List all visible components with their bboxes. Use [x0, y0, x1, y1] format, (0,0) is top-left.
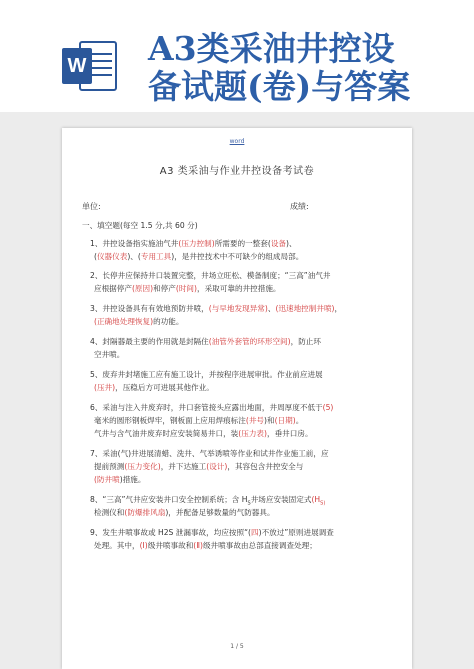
q9-text: 其中，: [116, 541, 140, 550]
question-3-line-2: [94, 317, 183, 327]
q6-text: 毫米的圆形钢板焊牢，钢板面上应用焊痕标注: [94, 416, 246, 425]
q1-answer-1: (压力控制): [178, 239, 215, 248]
q2-answer-2: (时间): [175, 284, 197, 293]
q8-text: 8、“三高”气井应安装井口安全控制系统；含 H: [90, 495, 248, 504]
q4-text: 4、封隔器最主要的作用就是封隔住: [90, 337, 209, 346]
document-page: [62, 128, 412, 669]
q1-answer-4: 专用工具: [140, 252, 172, 261]
question-4-line-2: 空井喷。: [94, 350, 125, 359]
q6-answer-4: (压力表): [238, 429, 267, 438]
q3-answer-2: (迅速地控制井喷): [275, 304, 335, 313]
q6-text: ，垂井口房。: [267, 429, 313, 438]
q9-text: 处理。: [94, 541, 117, 550]
doc-title: A3 类采油与作业井控设备考试卷: [159, 166, 315, 177]
svg-text:W: W: [67, 55, 87, 77]
q9-answer-3: (Ⅱ): [193, 541, 203, 550]
q6-text: 气井与含气油井废弃时应安装简易井口，装: [94, 429, 239, 438]
page-number: 1 / 5: [230, 643, 244, 650]
q7-text: ，并下达施工: [160, 462, 207, 471]
section-1-heading: 一、填空题(每空 1.5 分,共 60 分): [82, 221, 198, 230]
word-icon: [62, 40, 118, 92]
q9-text: “(: [244, 528, 252, 537]
q9-answer-1: 四: [251, 528, 259, 537]
banner: [0, 0, 474, 108]
banner-title-line2: 备试题(卷)与答案: [148, 67, 411, 106]
q1-answer-2: 设备: [270, 239, 286, 248]
question-3-line-1: [90, 304, 342, 314]
doc-header[interactable]: word: [229, 138, 245, 145]
q7-text: )措施。: [119, 475, 146, 484]
q9-text: 级井喷事故和: [147, 541, 194, 550]
q5-answer-1: (压井): [94, 383, 116, 392]
q8-subscript: S: [247, 500, 251, 507]
question-2-line-2: [94, 284, 281, 294]
q8-answer-subscript: S): [320, 500, 326, 507]
q6-answer-2: (井号: [245, 416, 265, 425]
q1-text: (: [94, 252, 97, 261]
question-5-line-1: 5、废弃井封堵施工应有施工设计，并按程序进展审批。作业前应进展: [90, 370, 323, 379]
q6-text: 6、采油与注入井废弃时，井口套管接头应露出地面，井周厚度不低于: [90, 403, 323, 412]
q1-answer-3: 仪器仪表: [96, 252, 128, 261]
question-1-line-2: [94, 252, 303, 262]
q4-text: ，防止环: [290, 337, 321, 346]
q8-answer-1: (H: [311, 495, 321, 504]
score-label: 成绩:: [290, 202, 309, 211]
question-9-line-1: [90, 528, 334, 538]
q2-answer-1: (原因): [131, 284, 154, 293]
q3-text: 3、井控设备具有有效地预防井喷，: [90, 304, 209, 313]
q7-answer-1: (压力变化): [124, 462, 161, 471]
unit-label: 单位:: [82, 202, 101, 211]
q7-answer-2: (设计): [206, 462, 228, 471]
question-8-line-1: [90, 495, 325, 509]
q6-text: )和: [264, 416, 275, 425]
q9-answer-2: (Ⅰ): [139, 541, 148, 550]
question-7-line-2: [94, 462, 303, 472]
q4-answer-1: (油管外套管的环形空间): [208, 337, 291, 346]
question-7-line-1: 7、采油(气)井进展清蜡、洗井、气举诱喷等作业和试井作业施工前，应: [90, 449, 329, 458]
question-6-line-1: [90, 403, 333, 413]
question-1-line-1: [90, 239, 297, 249]
q3-text: 、: [267, 304, 276, 313]
q8-text: )，并配备足够数量的气防器具。: [165, 508, 275, 517]
q9-text: 9、发生井喷事故或 H2S 泄漏事故，均应按照: [90, 528, 245, 537]
q8-text: 检测仪和: [94, 508, 125, 517]
question-2-line-1: 2、长停井应保持井口装置完整，井场立旺松、模备制度；“三高”油气井: [90, 271, 331, 280]
q9-text: )不放过”原则进展调查: [258, 528, 334, 537]
q2-text: 和停产: [153, 284, 176, 293]
question-7-line-3: [94, 475, 146, 485]
q6-answer-1: (5): [322, 403, 334, 412]
q6-text: 。: [295, 416, 304, 425]
question-6-line-2: [94, 416, 303, 426]
q8-answer-2: (防爆排风扇: [124, 508, 166, 517]
question-5-line-2: [94, 383, 214, 393]
q5-text: ，压稳后方可进展其他作业。: [115, 383, 214, 392]
q3-answer-1: (与早地发现异常): [208, 304, 268, 313]
banner-title: [148, 30, 468, 106]
q8-text: 井场应安装固定式: [250, 495, 312, 504]
q1-text: )，是井控技术中不可缺少的组成局部。: [171, 252, 304, 261]
q7-text: 提前预测: [94, 462, 125, 471]
question-4-line-1: [90, 337, 321, 347]
q3-answer-3: (正确地处理恢复): [94, 317, 154, 326]
question-9-line-2: [94, 541, 317, 551]
q1-text: 所需要的一整套(: [214, 239, 271, 248]
q7-text: ，其容包含井控安全与: [227, 462, 304, 471]
q2-text: 应根据停产: [94, 284, 132, 293]
q1-text: )、(: [127, 252, 141, 261]
question-8-line-2: [94, 508, 275, 518]
q7-answer-3: (防井喷: [94, 475, 120, 484]
q9-text: 级井喷事故由总部直接调查处理；: [202, 541, 317, 550]
question-6-line-3: [94, 429, 313, 439]
q3-text: ，: [334, 304, 343, 313]
q2-text: ，采取可靠的井控措施。: [197, 284, 281, 293]
banner-title-line1: A3类采油井控设: [148, 29, 395, 68]
q1-text: )、: [286, 239, 297, 248]
q6-answer-3: (日期): [274, 416, 296, 425]
q3-text: 的功能。: [153, 317, 184, 326]
q1-text: 1、井控设备指实施油气井: [90, 239, 179, 248]
